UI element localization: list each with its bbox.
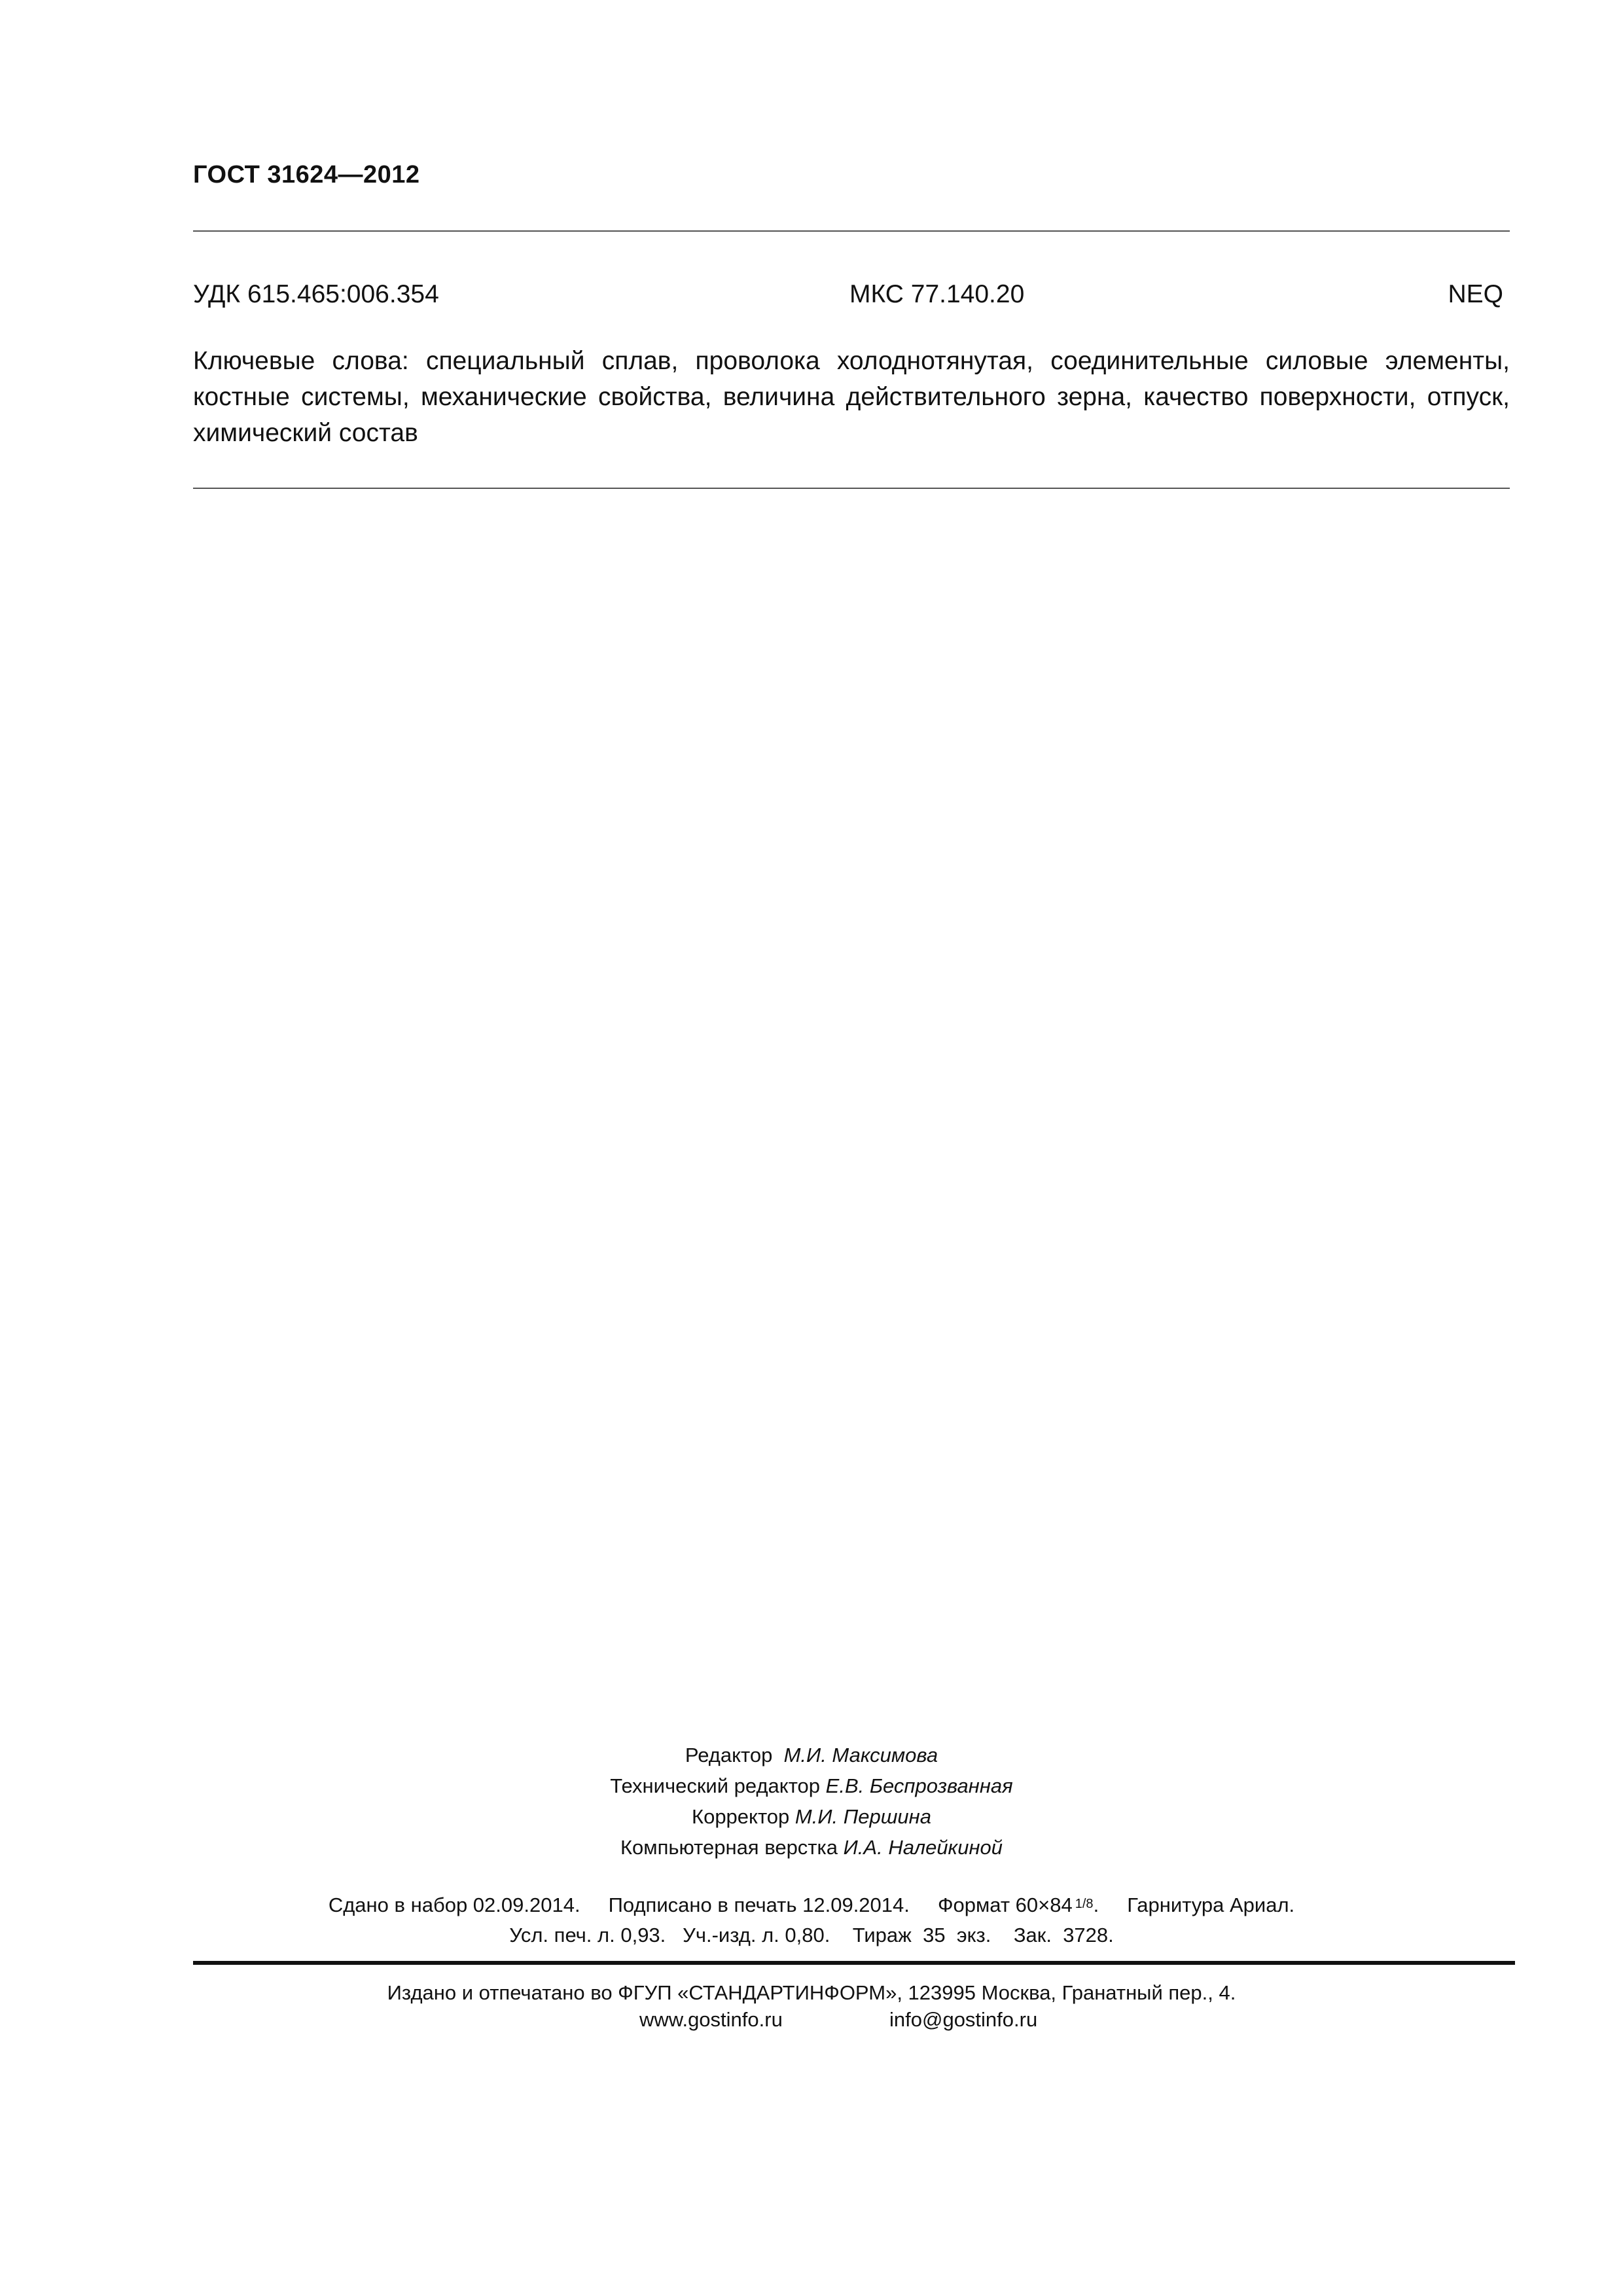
credit-proofreader-name: М.И. Першина	[794, 1805, 931, 1828]
top-divider	[193, 230, 1510, 232]
standard-title: ГОСТ 31624—2012	[193, 161, 420, 188]
credit-proofreader-label: Корректор	[692, 1805, 790, 1828]
publisher-email[interactable]: info@gostinfo.ru	[889, 2008, 1038, 2031]
equivalence-code: NEQ	[1448, 280, 1503, 308]
credit-layout-label: Компьютерная верстка	[620, 1836, 838, 1859]
imprint-line-1-end: . Гарнитура Ариал.	[1093, 1893, 1295, 1916]
publisher-website[interactable]: www.gostinfo.ru	[639, 2008, 783, 2031]
credit-tech-editor-name: Е.В. Беспрозванная	[825, 1774, 1013, 1797]
mks-code: МКС 77.140.20	[849, 280, 1025, 308]
imprint-line-2: Усл. печ. л. 0,93. Уч.-изд. л. 0,80. Тираж 35 экз. Зак. 3728.	[509, 1924, 1114, 1946]
credit-proofreader	[0, 1801, 1623, 1832]
credit-tech-editor-label: Технический редактор	[610, 1774, 821, 1797]
imprint-line-1-start: Сдано в набор 02.09.2014. Подписано в печать 12.09.2014. Формат 60×84	[328, 1893, 1073, 1916]
classification-row	[193, 280, 1503, 309]
imprint-divider	[193, 1961, 1515, 1965]
credits-block	[0, 1740, 1623, 1863]
credit-editor-name: М.И. Максимова	[783, 1744, 938, 1767]
imprint-line-1	[0, 1889, 1623, 1920]
credit-layout	[0, 1832, 1623, 1863]
keywords-paragraph: Ключевые слова: специальный сплав, проволока холоднотянутая, соединительные силовые элементы, костные системы, механические свойства, величина действительного зерна, качество поверхности, отпуск, химический состав	[193, 347, 1510, 447]
credit-editor	[0, 1740, 1623, 1770]
keywords-divider	[193, 488, 1510, 489]
credit-tech-editor	[0, 1770, 1623, 1801]
credit-editor-label: Редактор	[685, 1744, 773, 1767]
udk-code: УДК 615.465:006.354	[193, 280, 439, 308]
credit-layout-name: И.А. Налейкиной	[843, 1836, 1003, 1859]
publisher-line: Издано и отпечатано во ФГУП «СТАНДАРТИНФОРМ», 123995 Москва, Гранатный пер., 4.	[387, 1981, 1236, 2004]
format-fraction: 1/8	[1075, 1897, 1094, 1911]
